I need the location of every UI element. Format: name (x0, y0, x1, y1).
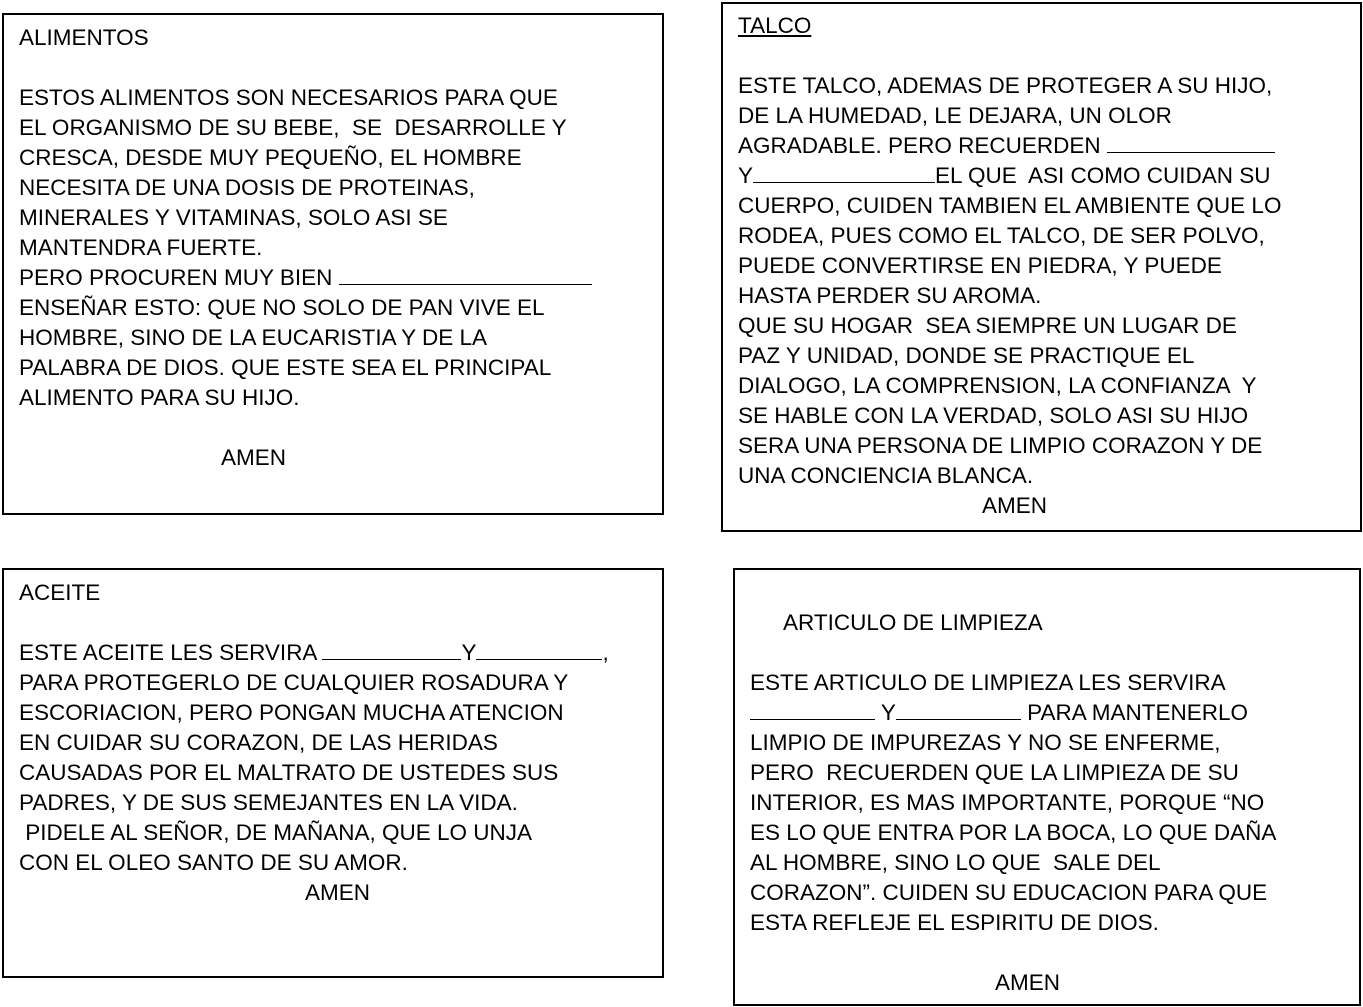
aceite-line-4: EN CUIDAR SU CORAZON, DE LAS HERIDAS (19, 730, 498, 755)
limpieza-line-8: CORAZON”. CUIDEN SU EDUCACION PARA QUE (750, 880, 1268, 905)
limpieza-line-2 (750, 698, 1248, 728)
alimentos-line-7-text: PERO PROCUREN MUY BIEN (19, 265, 339, 290)
talco-title: TALCO (738, 13, 812, 38)
fill-in-blank[interactable] (339, 264, 592, 285)
fill-in-blank[interactable] (753, 162, 935, 183)
limpieza-line-5: INTERIOR, ES MAS IMPORTANTE, PORQUE “NO (750, 790, 1265, 815)
fill-in-blank[interactable] (322, 639, 461, 660)
talco-line-4-y: Y (738, 163, 754, 188)
talco-line-14: UNA CONCIENCIA BLANCA. (738, 463, 1034, 488)
fill-in-blank[interactable] (1107, 132, 1275, 153)
aceite-title: ACEITE (19, 580, 101, 605)
limpieza-line-1: ESTE ARTICULO DE LIMPIEZA LES SERVIRA (750, 670, 1226, 695)
talco-line-3-text: AGRADABLE. PERO RECUERDEN (738, 133, 1107, 158)
fill-in-blank[interactable] (476, 639, 602, 660)
talco-card (721, 2, 1362, 532)
talco-line-13: SERA UNA PERSONA DE LIMPIO CORAZON Y DE (738, 433, 1263, 458)
limpieza-line-4: PERO RECUERDEN QUE LA LIMPIEZA DE SU (750, 760, 1239, 785)
limpieza-line-2-text: PARA MANTENERLO (1020, 700, 1248, 725)
alimentos-line-10: PALABRA DE DIOS. QUE ESTE SEA EL PRINCIPAL (19, 355, 552, 380)
talco-line-5: CUERPO, CUIDEN TAMBIEN EL AMBIENTE QUE LO (738, 193, 1282, 218)
aceite-line-2: PARA PROTEGERLO DE CUALQUIER ROSADURA Y (19, 670, 569, 695)
aceite-line-3: ESCORIACION, PERO PONGAN MUCHA ATENCION (19, 700, 564, 725)
limpieza-line-9: ESTA REFLEJE EL ESPIRITU DE DIOS. (750, 910, 1159, 935)
alimentos-title: ALIMENTOS (19, 25, 149, 50)
aceite-amen: AMEN (305, 880, 371, 905)
alimentos-line-9: HOMBRE, SINO DE LA EUCARISTIA Y DE LA (19, 325, 488, 350)
alimentos-line-5: MINERALES Y VITAMINAS, SOLO ASI SE (19, 205, 448, 230)
talco-line-6: RODEA, PUES COMO EL TALCO, DE SER POLVO, (738, 223, 1265, 248)
limpieza-line-7: AL HOMBRE, SINO LO QUE SALE DEL (750, 850, 1161, 875)
alimentos-line-3: CRESCA, DESDE MUY PEQUEÑO, EL HOMBRE (19, 145, 522, 170)
limpieza-card (733, 568, 1361, 1006)
talco-line-12: SE HABLE CON LA VERDAD, SOLO ASI SU HIJO (738, 403, 1249, 428)
aceite-line-7: PIDELE AL SEÑOR, DE MAÑANA, QUE LO UNJA (19, 820, 533, 845)
talco-line-10: PAZ Y UNIDAD, DONDE SE PRACTIQUE EL (738, 343, 1195, 368)
talco-line-8: HASTA PERDER SU AROMA. (738, 283, 1042, 308)
alimentos-line-2: EL ORGANISMO DE SU BEBE, SE DESARROLLE Y (19, 115, 567, 140)
aceite-line-1-text: ESTE ACEITE LES SERVIRA (19, 640, 323, 665)
talco-line-3 (738, 131, 1275, 161)
alimentos-line-11: ALIMENTO PARA SU HIJO. (19, 385, 300, 410)
limpieza-line-6: ES LO QUE ENTRA POR LA BOCA, LO QUE DAÑA (750, 820, 1277, 845)
talco-line-9: QUE SU HOGAR SEA SIEMPRE UN LUGAR DE (738, 313, 1237, 338)
talco-line-4-text: EL QUE ASI COMO CUIDAN SU (935, 163, 1271, 188)
aceite-card (2, 568, 664, 978)
talco-line-2: DE LA HUMEDAD, LE DEJARA, UN OLOR (738, 103, 1172, 128)
limpieza-title: ARTICULO DE LIMPIEZA (783, 610, 1043, 635)
talco-line-11: DIALOGO, LA COMPRENSION, LA CONFIANZA Y (738, 373, 1257, 398)
aceite-line-6: PADRES, Y DE SUS SEMEJANTES EN LA VIDA. (19, 790, 518, 815)
alimentos-line-6: MANTENDRA FUERTE. (19, 235, 263, 260)
talco-line-1: ESTE TALCO, ADEMAS DE PROTEGER A SU HIJO, (738, 73, 1273, 98)
aceite-line-1-comma: , (602, 640, 609, 665)
aceite-line-1-y: Y (461, 640, 477, 665)
alimentos-line-7 (19, 263, 592, 293)
talco-amen: AMEN (982, 493, 1048, 518)
alimentos-line-1: ESTOS ALIMENTOS SON NECESARIOS PARA QUE (19, 85, 558, 110)
talco-line-4 (738, 161, 1271, 191)
aceite-line-5: CAUSADAS POR EL MALTRATO DE USTEDES SUS (19, 760, 559, 785)
limpieza-amen: AMEN (995, 970, 1061, 995)
talco-line-7: PUEDE CONVERTIRSE EN PIEDRA, Y PUEDE (738, 253, 1222, 278)
fill-in-blank[interactable] (896, 699, 1021, 720)
limpieza-line-3: LIMPIO DE IMPUREZAS Y NO SE ENFERME, (750, 730, 1221, 755)
alimentos-line-8: ENSEÑAR ESTO: QUE NO SOLO DE PAN VIVE EL (19, 295, 545, 320)
alimentos-card (2, 13, 664, 515)
limpieza-line-2-y: Y (875, 700, 896, 725)
fill-in-blank[interactable] (750, 699, 875, 720)
alimentos-line-4: NECESITA DE UNA DOSIS DE PROTEINAS, (19, 175, 475, 200)
alimentos-amen: AMEN (221, 445, 287, 470)
aceite-line-1 (19, 638, 609, 668)
aceite-line-8: CON EL OLEO SANTO DE SU AMOR. (19, 850, 408, 875)
